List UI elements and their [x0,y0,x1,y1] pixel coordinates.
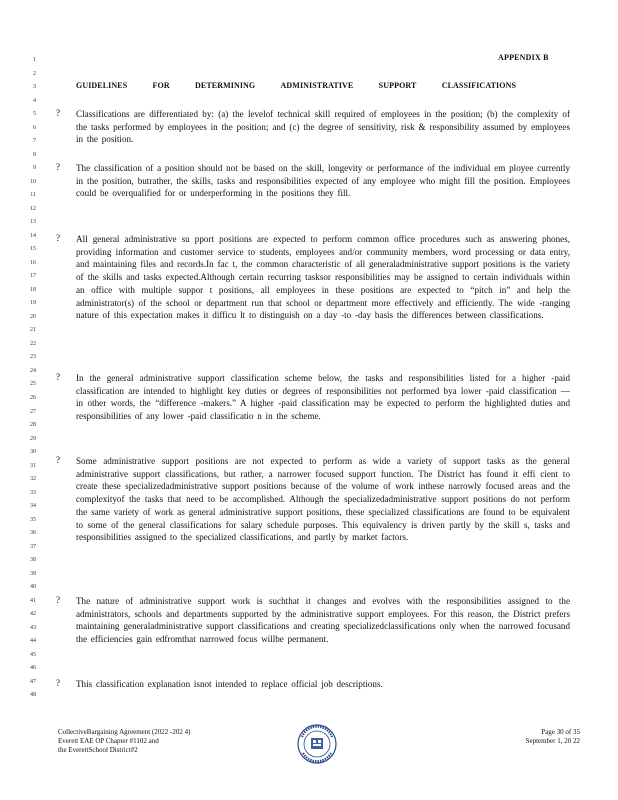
line-number: 17 [30,273,36,280]
appendix-label: APPENDIX B [498,53,549,62]
footer-line: Everett EAE OP Chapter #1102 and [58,737,159,745]
line-number: 47 [30,678,36,685]
line-number: 40 [30,584,36,591]
footer-line: the EverettSchool District#2 [58,746,138,754]
heading-word: DETERMINING [195,81,256,90]
heading-word: GUIDELINES [76,81,128,90]
line-number: 6 [33,124,36,131]
line-number: 26 [30,395,36,401]
line-number: 34 [30,503,36,510]
paragraph-text: Some administrative support positions are not expected to perform as wide a variety of support tasks as the general administrative support classifications, but rather, a narrower focused support function. The District has found it effi cient to create these specializedadministrative support positions because of the volume of work inthese narrowly focused areas and the complexityof the tasks that need to be accomplished. Although the specializedadministrative support positions do not perform the same variety of work as general administrative support positions, these specialized classifications are found to be equivalent to some of the general classifications for salary schedule purposes. This equivalency is driven partly by the skill s, tasks and responsibilities assigned to the specialized classifications, and partly by market factors. [76,456,570,543]
heading-word: CLASSIFICATIONS [441,81,516,90]
line-number: 15 [30,246,36,253]
line-number: 8 [33,151,36,158]
line-number: 11 [30,192,36,199]
line-number: 38 [30,557,36,564]
line-number: 28 [30,422,36,429]
line-number: 27 [30,408,36,415]
section-heading [76,81,516,90]
line-number: 36 [30,530,36,537]
line-number: 1 [33,57,36,63]
line-number: 48 [30,692,36,699]
footer-right [470,728,580,746]
line-number: 32 [30,476,36,483]
line-number: 16 [30,259,36,266]
line-number: 30 [30,449,36,456]
footer-date: September 1, 20 22 [525,737,580,745]
line-number: 13 [30,219,36,226]
line-number: 14 [30,232,36,239]
line-number: 46 [30,665,36,672]
line-number: 21 [30,327,36,334]
bullet-marker: ? [56,162,60,172]
line-number: 19 [30,300,36,307]
line-number: 5 [33,111,36,118]
line-number: 3 [33,84,36,91]
line-number: 18 [30,286,36,293]
line-number: 20 [30,313,36,320]
line-number: 4 [33,97,36,104]
line-number: 24 [30,367,36,374]
paragraph-text: The classification of a position should not be based on the skill, longevity or performance of the individual em ployee currently in the position, butrather, the skills, tasks and responsibilities expected of any employee who might fill the position. Employees could be overqualified for or underperforming in the positions they fill. [76,163,570,199]
line-number: 37 [30,543,36,550]
bullet-marker: ? [56,678,60,688]
district-seal-icon [296,723,338,765]
line-number: 42 [30,611,36,618]
footer-line: CollectiveBargaining Agreement (2022 -202 4) [58,728,191,736]
bullet-marker: ? [56,233,60,243]
paragraph-text: Classifications are differentiated by: (a) the levelof technical skill required of employees in the position; (b) the complexity of the tasks performed by employees in the position; and (c) the degree of sensitivity, risk & responsibility assumed by employees in the position. [76,109,570,145]
line-number: 43 [30,624,36,631]
bullet-marker: ? [56,455,60,465]
paragraph-text: This classification explanation isnot intended to replace official job descriptions. [76,679,383,689]
line-number: 31 [30,462,36,469]
paragraph-text: All general administrative su pport positions are expected to perform common office procedures such as answering phones, providing information and customer service to students, employees and/or community members, word processing or data entry, and maintaining files and records.In fac t, the common characteristic of all generaladministrative support positions is the variety of the skills and tasks expected.Although certain recurring tasksor responsibilities may be assigned to certain individuals within an office with multiple suppor t positions, all employees in these positions are expected to “pitch in” and help the administrator(s) of the school or department run that school or department more effectively and efficiently. The wide -ranging nature of this expectation makes it difficu lt to distinguish on a day -to -day basis the differences between classifications. [76,234,570,321]
bullet-marker: ? [56,595,60,605]
paragraph-text: The nature of administrative support work is suchthat it changes and evolves with the responsibilities assigned to the administrators, schools and departments supported by the administrative support employees. For this reason, the District prefers maintaining generaladministrative support classifications and creating specializedclassifications only when the narrowed focusand the efficiencies gain edfromthat narrowed focus willbe permanent. [76,596,570,645]
line-number: 9 [33,165,36,172]
line-number: 22 [30,340,36,347]
line-number: 29 [30,435,36,442]
line-number: 25 [30,381,36,388]
line-number: 45 [30,651,36,658]
line-number: 44 [30,638,36,645]
line-number: 39 [30,570,36,577]
line-number: 41 [30,597,36,604]
page-number: Page 30 of 35 [541,728,580,736]
line-number: 2 [33,70,36,77]
line-number: 12 [30,205,36,212]
heading-word: ADMINISTRATIVE [280,81,354,90]
footer-left [58,728,278,755]
line-number: 23 [30,354,36,361]
line-number: 35 [30,516,36,523]
bullet-marker: ? [56,372,60,382]
paragraph-text: In the general administrative support classification scheme below, the tasks and responsibilities listed for a higher -paid classification are intended to highlight key duties or degrees of responsibilities not performed bya lower -paid classification — in other words, the “difference -makers.” A higher -paid classification may be expected to perform the highlighted duties and responsibilities of any lower -paid classificatio n in the scheme. [76,373,570,422]
heading-word: SUPPORT [378,81,417,90]
bullet-marker: ? [56,108,60,118]
line-number: 33 [30,489,36,496]
line-number: 10 [30,178,36,185]
line-number: 7 [33,138,36,145]
heading-word: FOR [152,81,170,90]
